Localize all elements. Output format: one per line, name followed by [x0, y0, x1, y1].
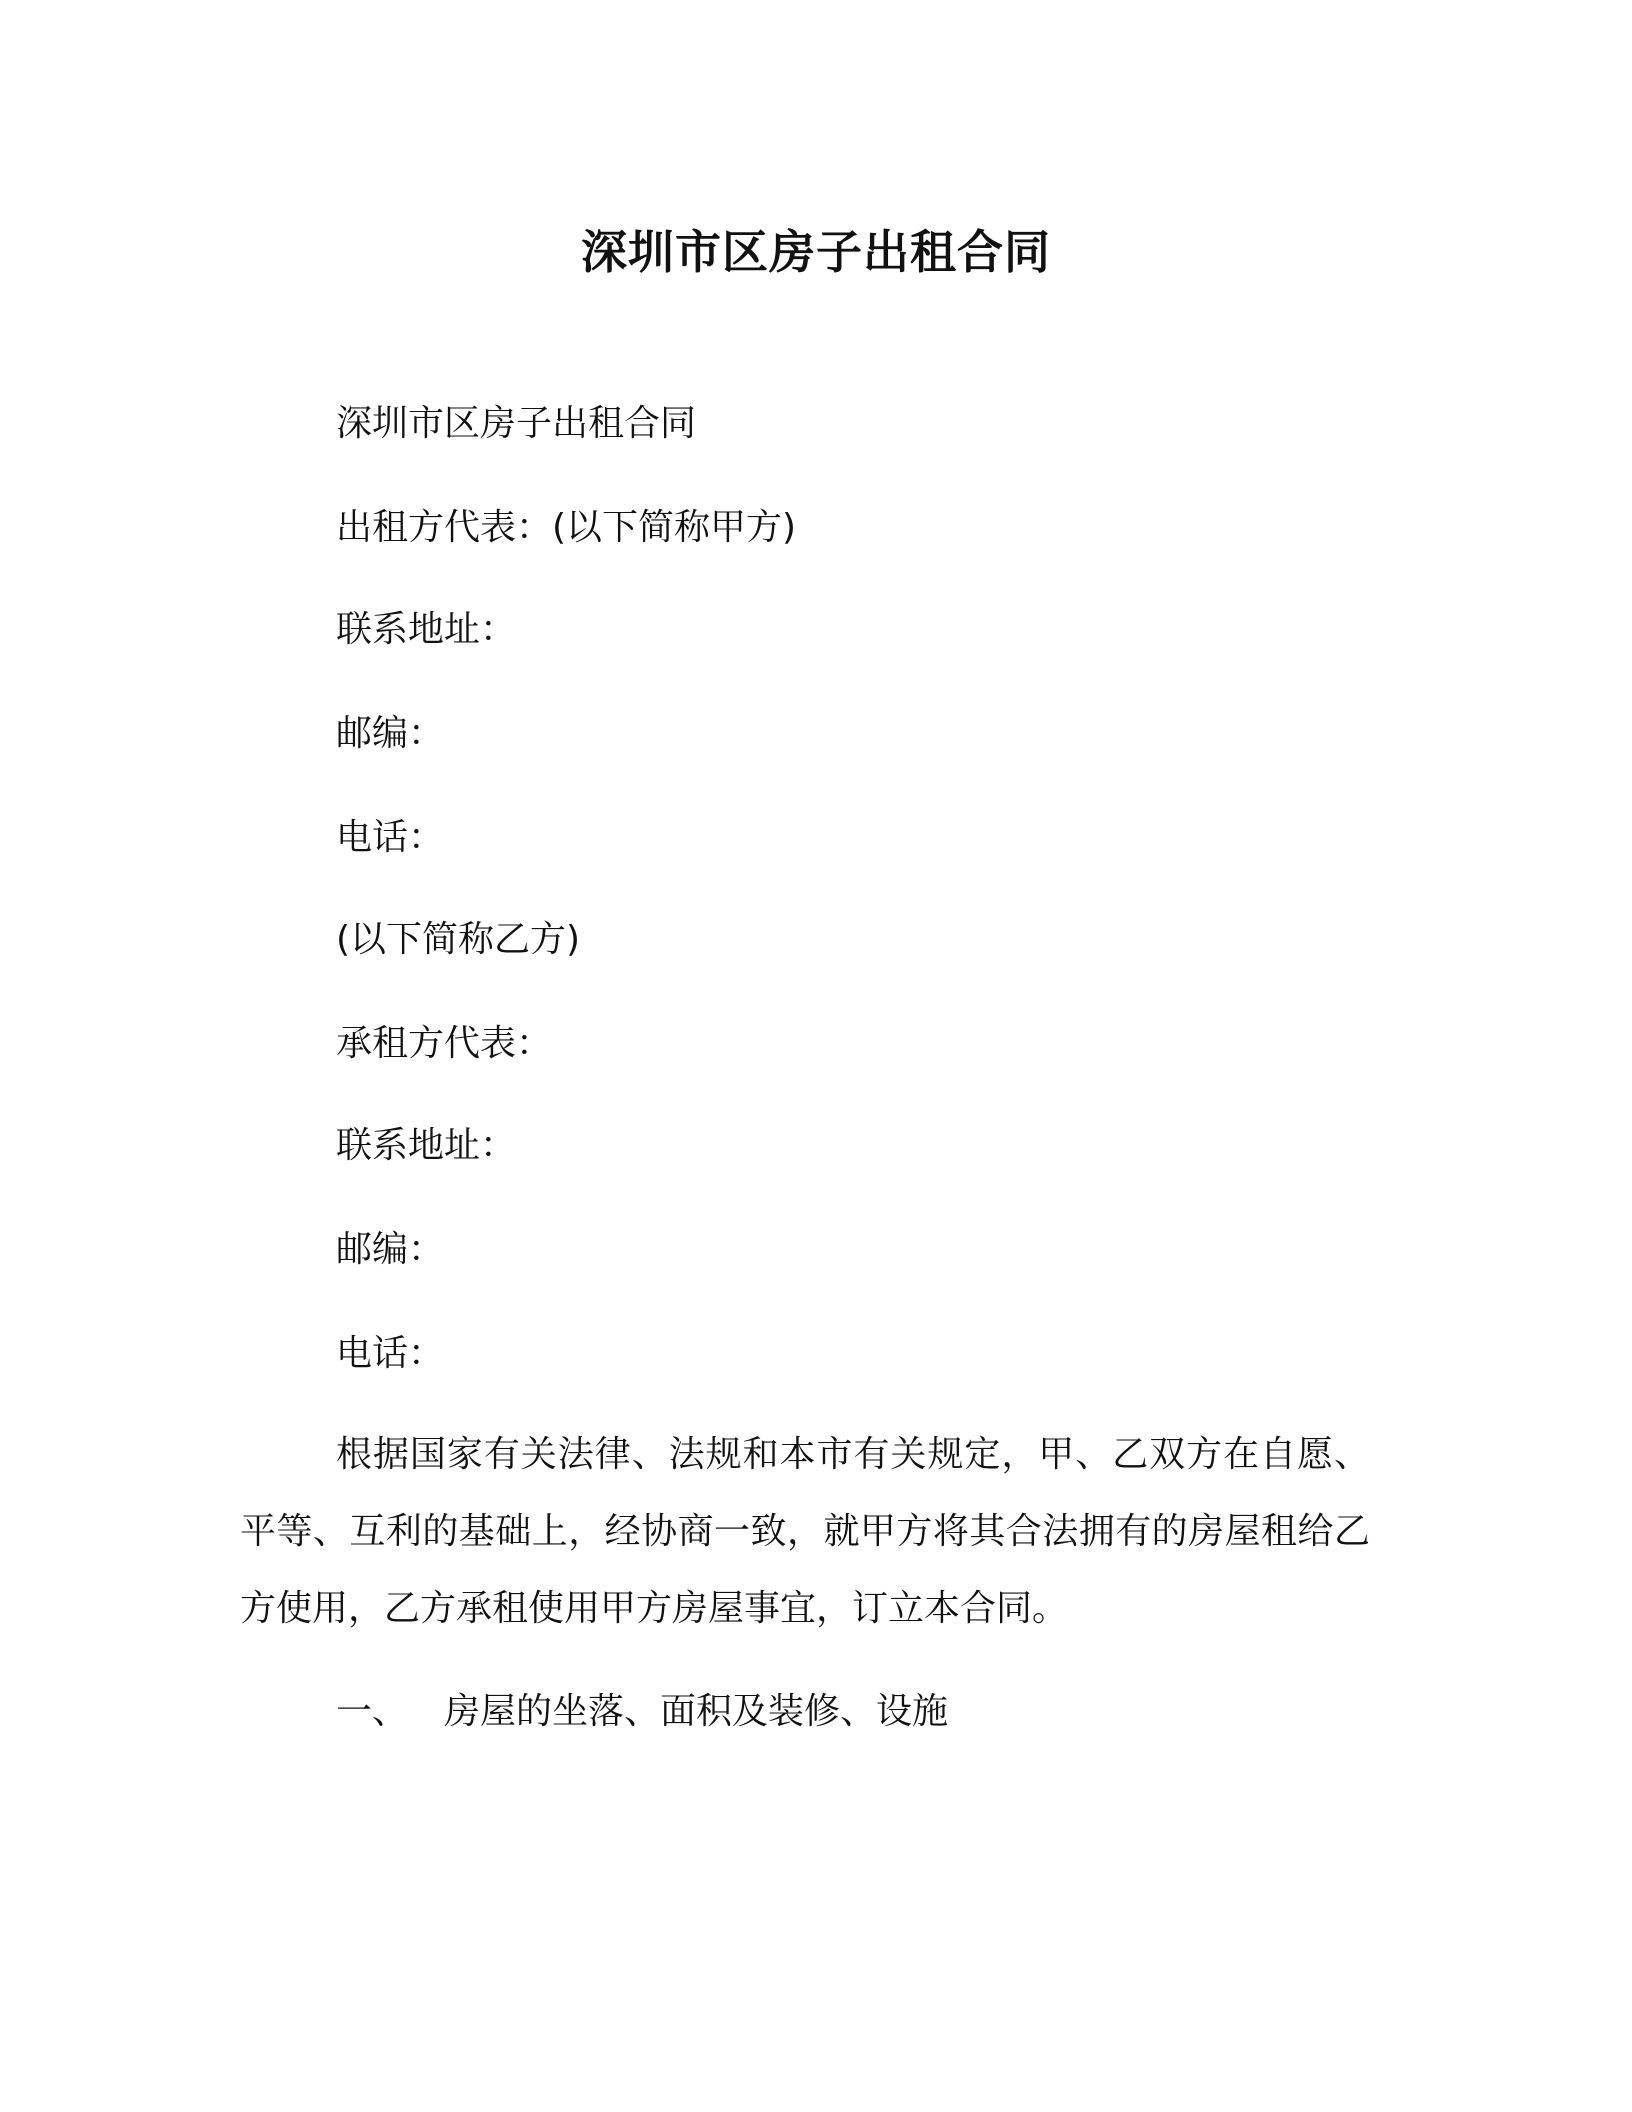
lessor-address-line: 联系地址： — [336, 609, 517, 650]
preamble-paragraph: 根据国家有关法律、法规和本市有关规定，甲、乙双方在自愿、平等、互利的基础上，经协商一致，就甲方将其合法拥有的房屋租给乙方使用，乙方承租使用甲方房屋事宜，订立本合同。 — [240, 1434, 1370, 1629]
subtitle-line: 深圳市区房子出租合同 — [336, 403, 697, 444]
section-1-heading — [336, 1686, 948, 1738]
lessor-phone-line: 电话： — [336, 817, 445, 858]
lessor-postcode-line: 邮编： — [336, 713, 445, 754]
lessee-abbreviation-line: (以下简称乙方) — [336, 919, 581, 960]
lessor-representative-line: 出租方代表：(以下简称甲方) — [336, 507, 797, 548]
section-1-title: 房屋的坐落、面积及装修、设施 — [444, 1691, 949, 1732]
lessee-phone-line: 电话： — [336, 1333, 445, 1374]
document-title: 深圳市区房子出租合同 — [581, 225, 1051, 279]
lessee-representative-line: 承租方代表： — [336, 1023, 553, 1064]
lessee-postcode-line: 邮编： — [336, 1229, 445, 1270]
section-1-number: 一、 — [336, 1691, 409, 1732]
lessee-address-line: 联系地址： — [336, 1125, 517, 1166]
